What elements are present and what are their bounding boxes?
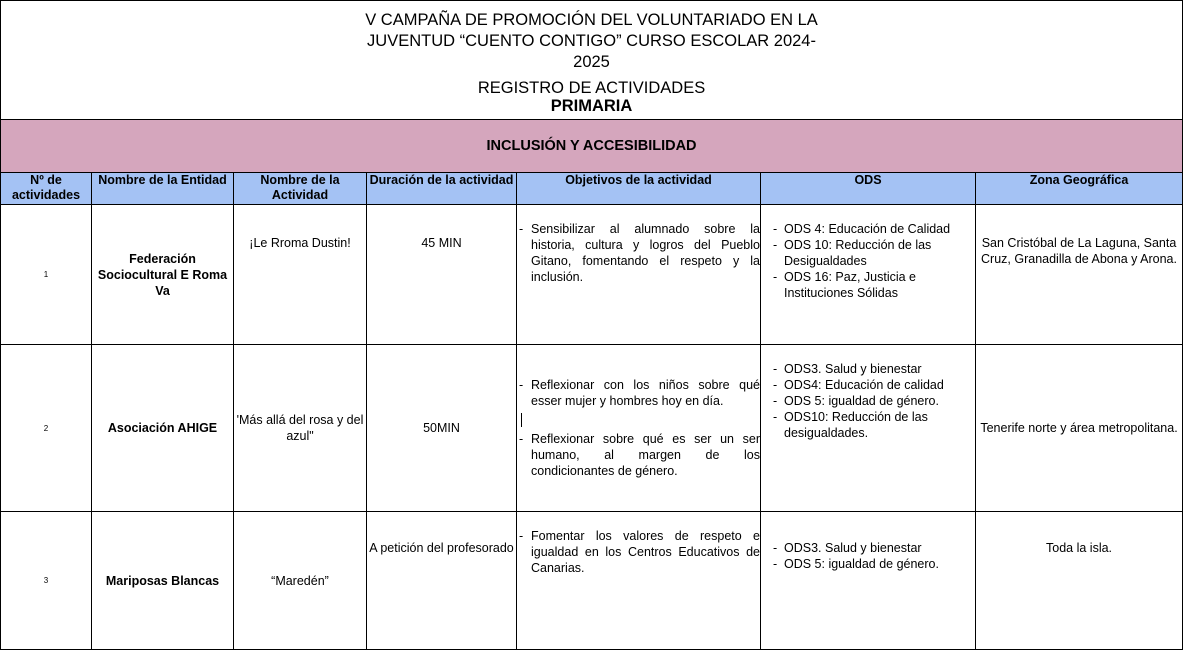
header-duration: Duración de la actividad: [367, 173, 517, 205]
activity-name: “Maredén”: [234, 512, 367, 650]
category-banner: INCLUSIÓN Y ACCESIBILIDAD: [1, 120, 1183, 173]
header-activity: Nombre de la Actividad: [234, 173, 367, 205]
ods-item: - ODS4: Educación de calidad: [761, 377, 975, 393]
campaign-title: [1, 1, 1182, 73]
header-zone: Zona Geográfica: [976, 173, 1183, 205]
activity-name: ¡Le Rroma Dustin!: [234, 205, 367, 345]
activity-name: 'Más allá del rosa y del azul": [234, 345, 367, 512]
activity-duration: 50MIN: [367, 345, 517, 512]
objective-item: - Reflexionar con los niños sobre qué esser mujer y hombres hoy en día.: [517, 377, 760, 409]
activity-duration: A petición del profesorado: [367, 512, 517, 650]
text-cursor: [521, 413, 522, 427]
header-num: Nº de actividades: [1, 173, 92, 205]
ods-item: - ODS 5: igualdad de género.: [761, 393, 975, 409]
campaign-title-line: 2025: [573, 53, 610, 71]
objective-item: - Sensibilizar al alumnado sobre la historia, cultura y logros del Pueblo Gitano, fomentando el respeto y la inclusión.: [517, 221, 760, 285]
activity-objectives: [517, 345, 761, 512]
ods-list: [761, 345, 976, 512]
row-number: 1: [1, 205, 92, 345]
ods-item: - ODS 5: igualdad de género.: [761, 556, 975, 572]
campaign-title-line: V CAMPAÑA DE PROMOCIÓN DEL VOLUNTARIADO EN LA: [365, 11, 818, 29]
header-objectives: Objetivos de la actividad: [517, 173, 761, 205]
table-row: [1, 345, 1183, 512]
activity-duration: 45 MIN: [367, 205, 517, 345]
header-ods: ODS: [761, 173, 976, 205]
title-block: [1, 1, 1183, 120]
table-row: [1, 512, 1183, 650]
ods-item: - ODS 10: Reducción de las Desigualdades: [761, 237, 975, 269]
entity-name: Mariposas Blancas: [92, 512, 234, 650]
row-number: 3: [1, 512, 92, 650]
geographic-zone: San Cristóbal de La Laguna, Santa Cruz, Granadilla de Abona y Arona.: [976, 205, 1183, 345]
ods-item: - ODS 4: Educación de Calidad: [761, 221, 975, 237]
objective-item: - Fomentar los valores de respeto e igualdad en los Centros Educativos de Canarias.: [517, 528, 760, 576]
geographic-zone: Tenerife norte y área metropolitana.: [976, 345, 1183, 512]
campaign-title-line: JUVENTUD “CUENTO CONTIGO” CURSO ESCOLAR 2024-: [367, 32, 816, 50]
register-subtitle: REGISTRO DE ACTIVIDADES: [477, 79, 706, 97]
ods-item: - ODS3. Salud y bienestar: [761, 361, 975, 377]
row-number: 2: [1, 345, 92, 512]
entity-name: Federación Sociocultural E Roma Va: [92, 205, 234, 345]
ods-list: [761, 205, 976, 345]
ods-list: [761, 512, 976, 650]
ods-item: - ODS3. Salud y bienestar: [761, 540, 975, 556]
geographic-zone: Toda la isla.: [976, 512, 1183, 650]
header-row: [1, 173, 1183, 205]
ods-item: - ODS10: Reducción de las desigualdades.: [761, 409, 975, 441]
activity-objectives: [517, 512, 761, 650]
activity-objectives: [517, 205, 761, 345]
table-row: [1, 205, 1183, 345]
ods-item: - ODS 16: Paz, Justicia e Instituciones Sólidas: [761, 269, 975, 301]
objective-item: - Reflexionar sobre qué es ser un ser humano, al margen de los condicionantes de género.: [517, 431, 760, 479]
level-heading: PRIMARIA: [550, 97, 633, 115]
header-entity: Nombre de la Entidad: [92, 173, 234, 205]
entity-name: Asociación AHIGE: [92, 345, 234, 512]
